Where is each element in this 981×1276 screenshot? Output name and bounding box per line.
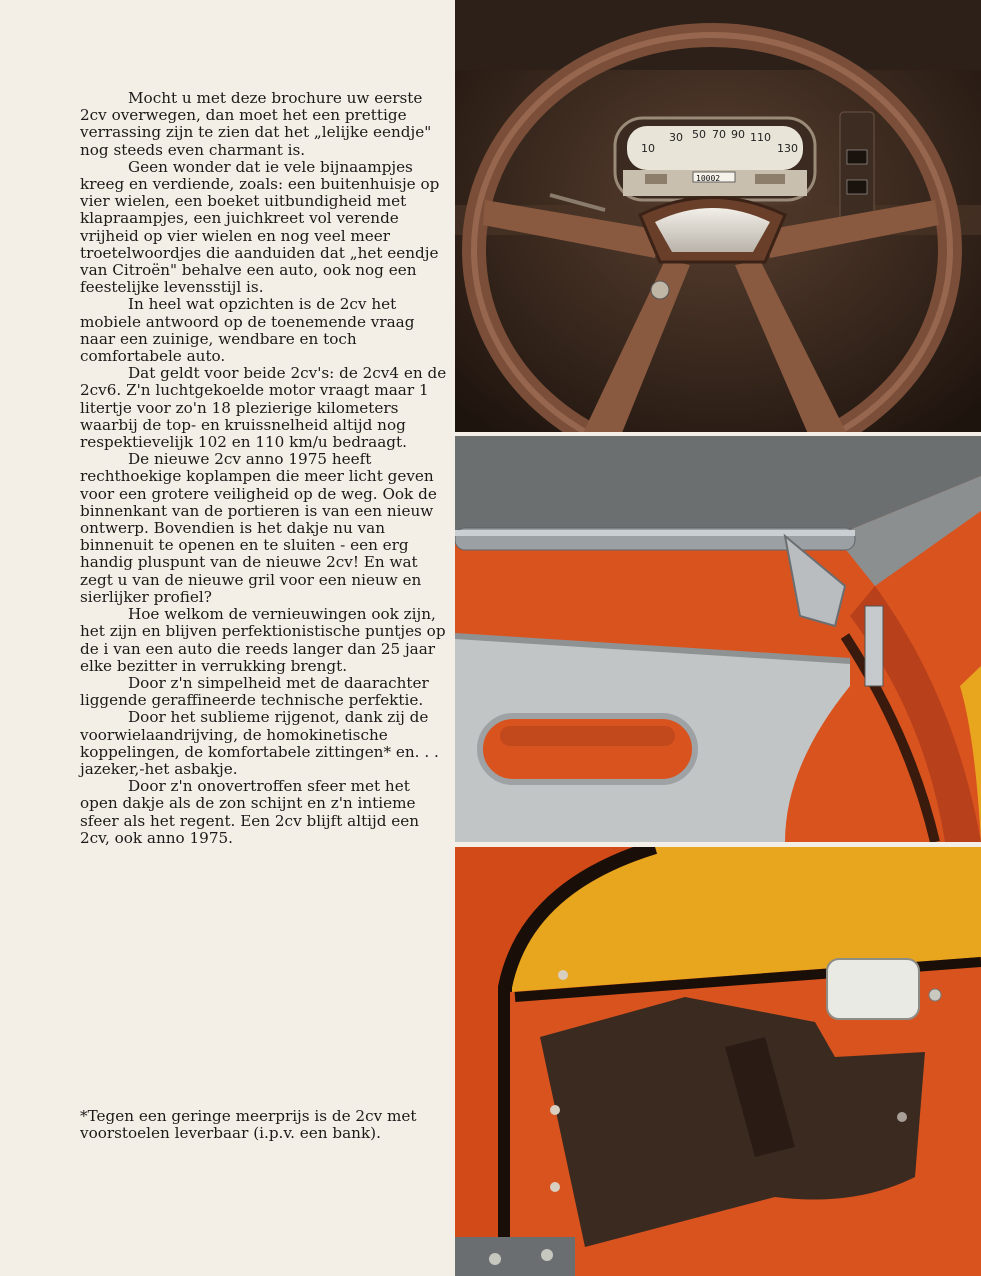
paragraph-atmosphere: Door z'n onovertroffen sfeer met het open dakje als de zon schijnt en z'n intieme sfeer als het regent. Een 2cv blijft altijd een 2cv, ook anno 1975. <box>80 777 420 847</box>
paragraph-intro: Mocht u met deze brochure uw eerste 2cv overwegen, dan moet het een prettige verrassing zijn te zien dat het „lelijke eendje" nog steeds even charmant is. <box>80 89 432 159</box>
speed-label-30: 30 <box>669 131 683 144</box>
paragraph-new-features: De nieuwe 2cv anno 1975 heeft rechthoekige koplampen die meer licht geven voor een grotere veiligheid op de weg. Ook de binnenkant van de portieren is van een nieuw ontwerp. Bovendien is het dakje nu van binnenuit te openen en te sluiten - een erg handig pluspunt van de nieuwe 2cv! En wat zegt u van de nieuwe gril voor een nieuw en sierlijker profiel? <box>80 450 437 606</box>
speed-label-130: 130 <box>777 142 798 155</box>
speed-label-70: 70 <box>712 128 726 141</box>
paragraph-models: Dat geldt voor beide 2cv's: de 2cv4 en de 2cv6. Z'n luchtgekoelde motor vraagt maar 1 litertje voor zo'n 18 plezierige kilometers waarbij de top- en kruissnelheid altijd nog respektievelijk 102 en 110 km/u bedraagt. <box>80 364 447 452</box>
speed-label-50: 50 <box>692 128 706 141</box>
body-text-column <box>80 90 452 847</box>
paragraph-simplicity: Door z'n simpelheid met de daarachter liggende geraffineerde technische perfektie. <box>80 673 429 710</box>
odometer: 10002 <box>696 174 721 183</box>
paragraph-nicknames: Geen wonder dat ie vele bijnaampjes kreeg en verdiende, zoals: een buitenhuisje op vier wielen, een boeket uitbundigheid met klapraampjes, een juichkreet vol verende vrijheid op vier wielen en nog veel meer troetelwoordjes die aanduiden dat „het eendje van Citroën" behalve een auto, ook nog een feestelijke levensstijl is. <box>80 157 440 297</box>
paragraph-driving: Door het sublieme rijgenot, dank zij de voorwielaandrijving, de homokinetische koppelingen, de komfortabele zittingen* en. . . jazeker,-het asbakje. <box>80 708 439 778</box>
footnote: *Tegen een geringe meerprijs is de 2cv met voorstoelen leverbaar (i.p.v. een bank). <box>80 1107 417 1143</box>
speed-label-110: 110 <box>750 131 771 144</box>
door-interior-photo <box>455 436 981 842</box>
paragraph-perfection: Hoe welkom de vernieuwingen ook zijn, het zijn en blijven perfektionistische puntjes op de i van een auto die reeds langer dan 25 jaar elke bezitter in verrukking brengt. <box>80 605 446 675</box>
speed-label-10: 10 <box>641 142 655 155</box>
steering-wheel-photo <box>455 0 981 432</box>
door-pocket-photo <box>455 847 981 1276</box>
paragraph-mobile-answer: In heel wat opzichten is de 2cv het mobiele antwoord op de toenemende vraag naar een zuinige, wendbare en toch comfortabele auto. <box>80 295 415 366</box>
speed-label-90: 90 <box>731 128 745 141</box>
speedometer <box>615 118 815 200</box>
